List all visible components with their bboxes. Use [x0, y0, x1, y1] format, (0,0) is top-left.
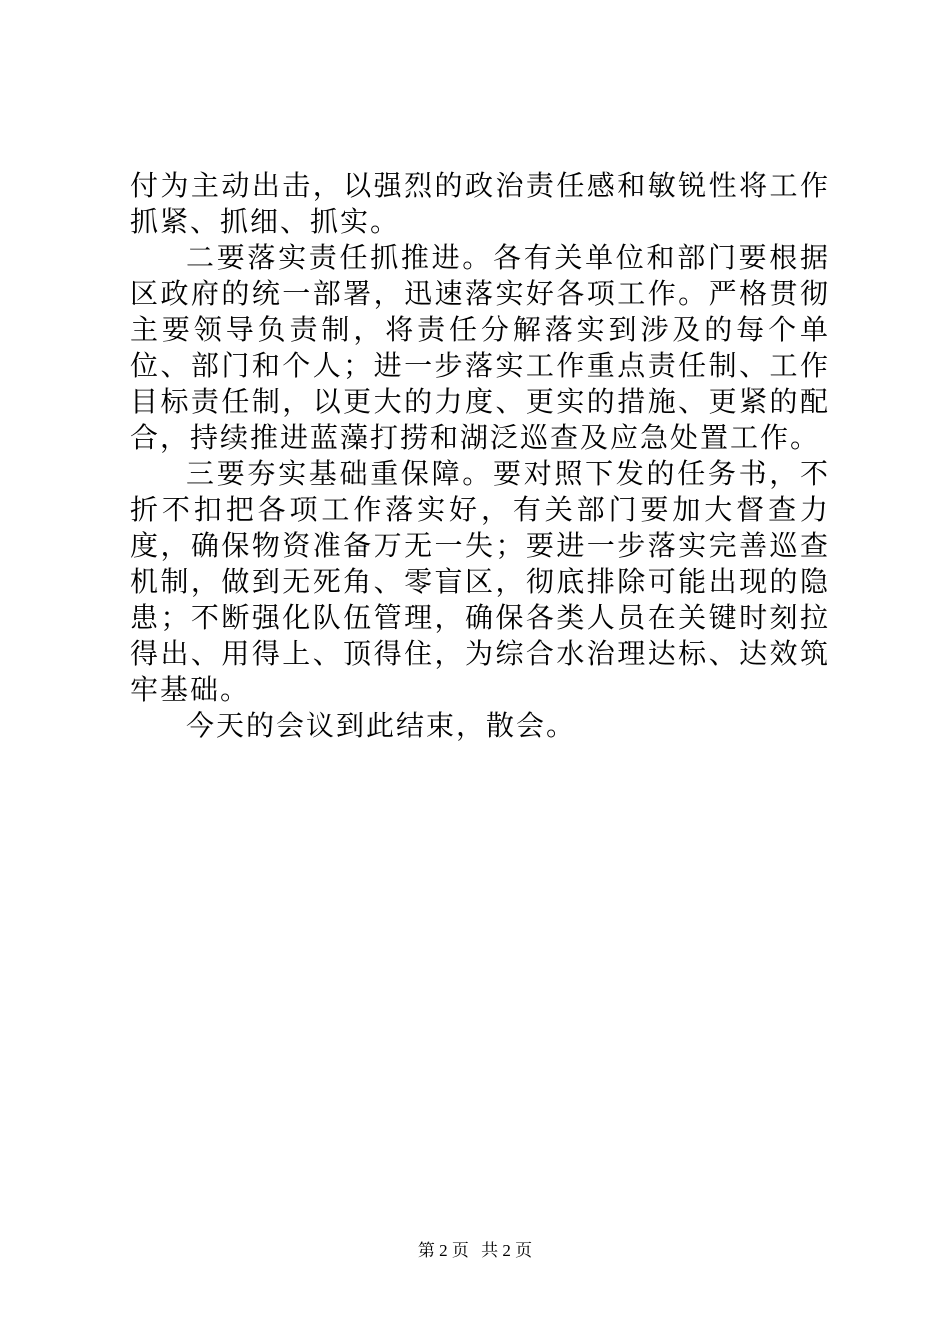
current-page-number: 第 2 页: [417, 1241, 469, 1260]
paragraph-closing: 今天的会议到此结束，散会。: [186, 709, 577, 742]
total-page-count: 共 2 页: [481, 1241, 533, 1260]
paragraph-foundation: 三要夯实基础重保障。要对照下发的任务书，不折不扣把各项工作落实好，有关部门要加大督查力度，确保物资准备万无一失；要进一步落实完善巡查机制，做到无死角、零盲区，彻底排除可能出现的隐患；不断强化队伍管理，确保各类人员在关键时刻拉得出、用得上、顶得住，为综合水治理达标、达效筑牢基础。: [130, 457, 830, 706]
paragraph-continuation: 付为主动出击，以强烈的政治责任感和敏锐性将工作抓紧、抓细、抓实。: [130, 169, 830, 238]
document-body: [130, 168, 830, 744]
paragraph-responsibility: 二要落实责任抓推进。各有关单位和部门要根据区政府的统一部署，迅速落实好各项工作。严格贯彻主要领导负责制，将责任分解落实到涉及的每个单位、部门和个人；进一步落实工作重点责任制、工作目标责任制，以更大的力度、更实的措施、更紧的配合，持续推进蓝藻打捞和湖泛巡查及应急处置工作。: [130, 241, 830, 454]
page-footer: [0, 1240, 950, 1262]
